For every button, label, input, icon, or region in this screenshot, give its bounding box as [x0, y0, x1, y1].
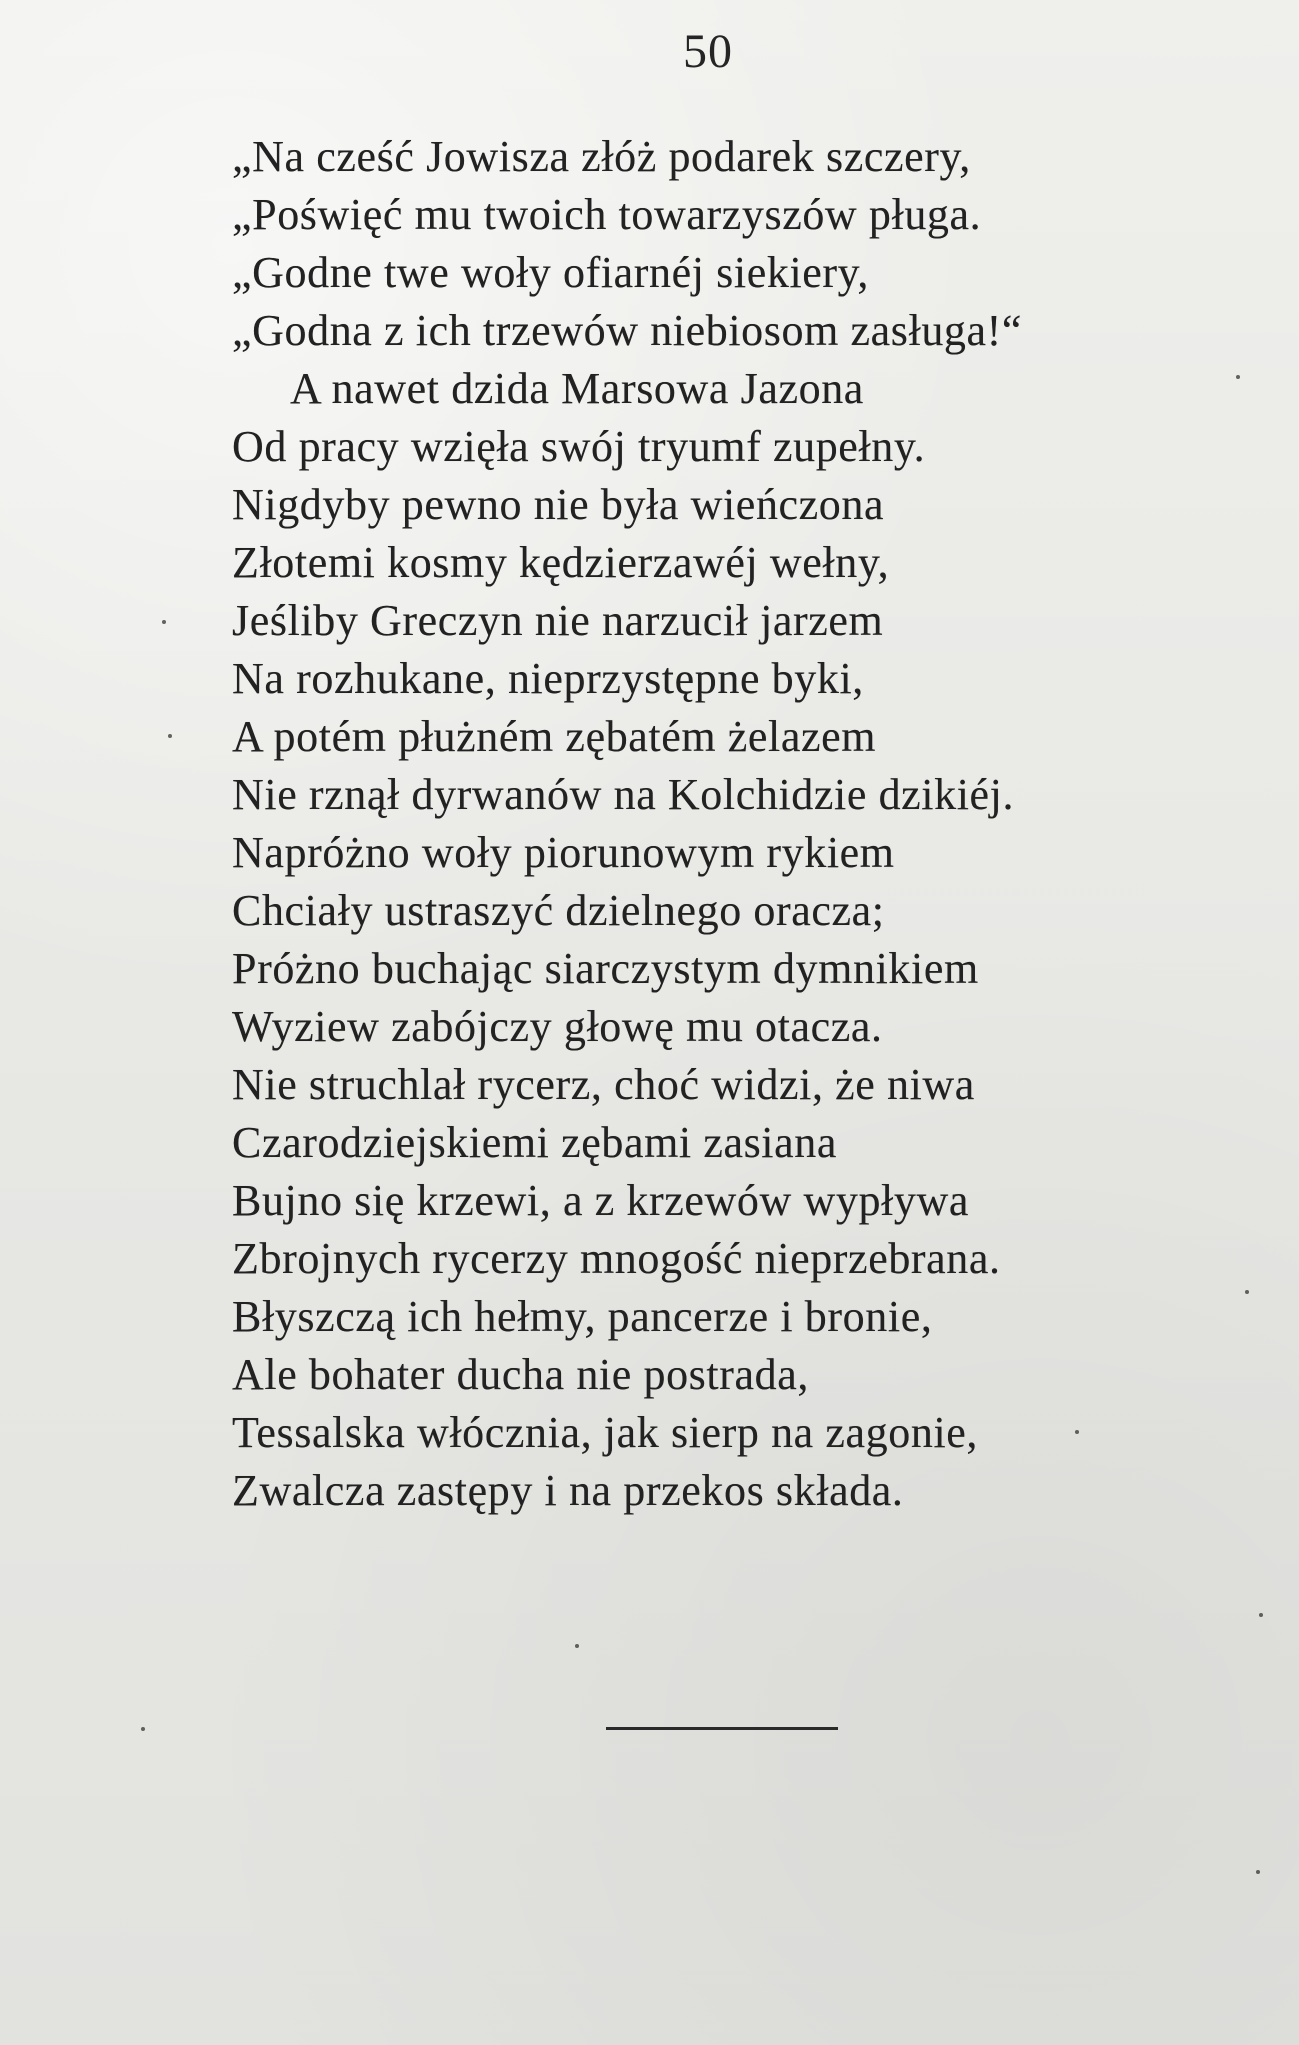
poem-line: Na rozhukane, nieprzystępne byki,	[232, 654, 864, 703]
poem-line: Zwalcza zastępy i na przekos składa.	[232, 1466, 904, 1515]
poem-line: A nawet dzida Marsowa Jazona	[290, 364, 864, 413]
poem-line: Zbrojnych rycerzy mnogość nieprzebrana.	[232, 1234, 1001, 1283]
poem-text	[232, 128, 1212, 1520]
poem-line: Wyziew zabójczy głowę mu otacza.	[232, 1002, 883, 1051]
paper-speck	[1236, 375, 1240, 379]
paper-speck	[141, 1727, 145, 1731]
page-number: 50	[683, 25, 733, 78]
poem-line: Złotemi kosmy kędzierzawéj wełny,	[232, 538, 890, 587]
poem-line: „Godne twe woły ofiarnéj siekiery,	[232, 248, 870, 297]
poem-line: Napróżno woły piorunowym rykiem	[232, 828, 895, 877]
poem-line: Nigdyby pewno nie była wieńczona	[232, 480, 885, 529]
paper-speck	[168, 734, 172, 738]
poem-line: Tessalska włócznia, jak sierp na zagonie,	[232, 1408, 979, 1457]
paper-speck	[1075, 1430, 1079, 1434]
poem-line: „Poświęć mu twoich towarzyszów pługa.	[232, 190, 982, 239]
poem-line: Bujno się krzewi, a z krzewów wypływa	[232, 1176, 969, 1225]
poem-line: A potém płużném zębatém żelazem	[232, 712, 877, 761]
paper-speck	[162, 620, 166, 624]
poem-line: Chciały ustraszyć dzielnego oracza;	[232, 886, 885, 935]
paper-speck	[1256, 1870, 1260, 1874]
poem-line: „Godna z ich trzewów niebiosom zasługa!“	[232, 306, 1023, 355]
paper-speck	[1245, 1290, 1249, 1294]
paper-speck	[575, 1644, 579, 1648]
poem-line: Nie rznął dyrwanów na Kolchidzie dzikiéj.	[232, 770, 1015, 819]
poem-line: Od pracy wzięła swój tryumf zupełny.	[232, 422, 926, 471]
poem-line: Błyszczą ich hełmy, pancerze i bronie,	[232, 1292, 933, 1341]
section-divider	[606, 1727, 838, 1730]
poem-line: Ale bohater ducha nie postrada,	[232, 1350, 809, 1399]
paper-speck	[1259, 1613, 1263, 1617]
poem-line: Czarodziejskiemi zębami zasiana	[232, 1118, 837, 1167]
poem-line: „Na cześć Jowisza złóż podarek szczery,	[232, 132, 971, 181]
poem-line: Próżno buchając siarczystym dymnikiem	[232, 944, 979, 993]
poem-line: Nie struchlał rycerz, choć widzi, że niwa	[232, 1060, 975, 1109]
poem-line: Jeśliby Greczyn nie narzucił jarzem	[232, 596, 884, 645]
